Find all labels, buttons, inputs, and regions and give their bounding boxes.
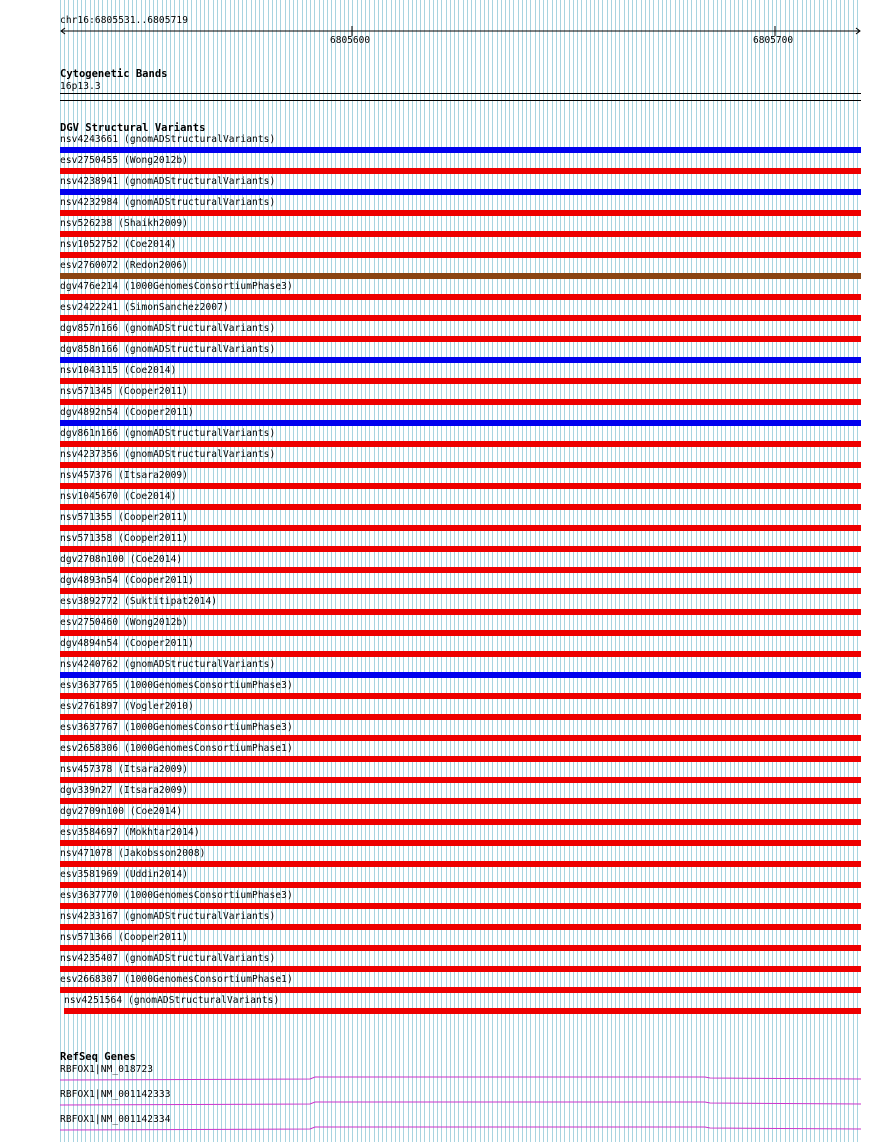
variant-label[interactable]: esv3637767 (1000GenomesConsortiumPhase3) (60, 722, 293, 733)
variant-label[interactable]: nsv4243661 (gnomADStructuralVariants) (60, 134, 276, 145)
refseq-track-title: RefSeq Genes (60, 1051, 136, 1063)
variant-label[interactable]: nsv1052752 (Coe2014) (60, 239, 177, 250)
variant-label[interactable]: dgv2709n100 (Coe2014) (60, 806, 183, 817)
variant-feature-bar[interactable] (60, 336, 861, 342)
variant-feature-bar[interactable] (60, 987, 861, 993)
variant-label[interactable]: nsv1045670 (Coe2014) (60, 491, 177, 502)
variant-feature-bar[interactable] (60, 210, 861, 216)
dgv-track-title: DGV Structural Variants (60, 122, 206, 134)
variant-label[interactable]: dgv2708n100 (Coe2014) (60, 554, 183, 565)
variant-label[interactable]: dgv339n27 (Itsara2009) (60, 785, 189, 796)
variant-feature-bar[interactable] (64, 1008, 861, 1014)
variant-feature-bar[interactable] (60, 777, 861, 783)
variant-label[interactable]: dgv857n166 (gnomADStructuralVariants) (60, 323, 276, 334)
variant-label[interactable]: nsv4238941 (gnomADStructuralVariants) (60, 176, 276, 187)
variant-feature-bar[interactable] (60, 945, 861, 951)
transcript-label: RBFOX1|NM_001142333 (60, 1089, 171, 1100)
track-separator (60, 100, 861, 101)
variant-label[interactable]: nsv4240762 (gnomADStructuralVariants) (60, 659, 276, 670)
variant-feature-bar[interactable] (60, 840, 861, 846)
variant-label[interactable]: nsv457376 (Itsara2009) (60, 470, 189, 481)
variant-feature-bar[interactable] (60, 861, 861, 867)
variant-feature-bar[interactable] (60, 798, 861, 804)
variant-label[interactable]: nsv571366 (Cooper2011) (60, 932, 189, 943)
variant-label[interactable]: dgv861n166 (gnomADStructuralVariants) (60, 428, 276, 439)
variant-label[interactable]: nsv4232984 (gnomADStructuralVariants) (60, 197, 276, 208)
variant-feature-bar[interactable] (60, 588, 861, 594)
variant-label[interactable]: nsv471078 (Jakobsson2008) (60, 848, 206, 859)
variant-feature-bar[interactable] (60, 168, 861, 174)
cytoband-track-title: Cytogenetic Bands (60, 68, 168, 80)
variant-label[interactable]: nsv4235407 (gnomADStructuralVariants) (60, 953, 276, 964)
variant-label[interactable]: esv3581969 (Uddin2014) (60, 869, 189, 880)
variant-label[interactable]: esv2761897 (Vogler2010) (60, 701, 194, 712)
variant-feature-bar[interactable] (60, 924, 861, 930)
variant-label[interactable]: nsv4251564 (gnomADStructuralVariants) (64, 995, 280, 1006)
variant-feature-bar[interactable] (60, 546, 861, 552)
variant-feature-bar[interactable] (60, 525, 861, 531)
variant-feature-bar[interactable] (60, 630, 861, 636)
transcript-line (60, 1102, 861, 1105)
variant-feature-bar[interactable] (60, 273, 861, 279)
variant-feature-bar[interactable] (60, 672, 861, 678)
variant-feature-bar[interactable] (60, 903, 861, 909)
variant-feature-bar[interactable] (60, 693, 861, 699)
variant-feature-bar[interactable] (60, 378, 861, 384)
variant-feature-bar[interactable] (60, 462, 861, 468)
variant-label[interactable]: nsv1043115 (Coe2014) (60, 365, 177, 376)
variant-label[interactable]: esv2760072 (Redon2006) (60, 260, 189, 271)
variant-feature-bar[interactable] (60, 735, 861, 741)
variant-feature-bar[interactable] (60, 609, 861, 615)
variant-label[interactable]: dgv476e214 (1000GenomesConsortiumPhase3) (60, 281, 293, 292)
ruler-tick-label: 6805600 (330, 35, 371, 46)
variant-label[interactable]: nsv526238 (Shaikh2009) (60, 218, 189, 229)
variant-feature-bar[interactable] (60, 882, 861, 888)
transcript-label: RBFOX1|NM_018723 (60, 1064, 154, 1075)
variant-feature-bar[interactable] (60, 189, 861, 195)
variant-feature-bar[interactable] (60, 399, 861, 405)
variant-label[interactable]: dgv4894n54 (Cooper2011) (60, 638, 194, 649)
variant-feature-bar[interactable] (60, 756, 861, 762)
ruler-axis[interactable] (58, 24, 863, 40)
cytoband-label: 16p13.3 (60, 81, 101, 92)
transcript-label: RBFOX1|NM_001142334 (60, 1114, 171, 1125)
transcript-line (60, 1127, 861, 1130)
variant-label[interactable]: nsv571358 (Cooper2011) (60, 533, 189, 544)
variant-feature-bar[interactable] (60, 420, 861, 426)
variant-feature-bar[interactable] (60, 966, 861, 972)
variant-label[interactable]: nsv571355 (Cooper2011) (60, 512, 189, 523)
variant-label[interactable]: esv2422241 (SimonSanchez2007) (60, 302, 229, 313)
variant-label[interactable]: nsv4237356 (gnomADStructuralVariants) (60, 449, 276, 460)
variant-feature-bar[interactable] (60, 231, 861, 237)
variant-label[interactable]: nsv571345 (Cooper2011) (60, 386, 189, 397)
variant-label[interactable]: esv3637770 (1000GenomesConsortiumPhase3) (60, 890, 293, 901)
variant-feature-bar[interactable] (60, 315, 861, 321)
variant-label[interactable]: dgv4892n54 (Cooper2011) (60, 407, 194, 418)
variant-label[interactable]: nsv457378 (Itsara2009) (60, 764, 189, 775)
variant-label[interactable]: esv2668307 (1000GenomesConsortiumPhase1) (60, 974, 293, 985)
variant-feature-bar[interactable] (60, 567, 861, 573)
variant-label[interactable]: esv2658306 (1000GenomesConsortiumPhase1) (60, 743, 293, 754)
variant-label[interactable]: nsv4233167 (gnomADStructuralVariants) (60, 911, 276, 922)
variant-label[interactable]: esv3637765 (1000GenomesConsortiumPhase3) (60, 680, 293, 691)
transcript-features[interactable] (60, 1070, 861, 1140)
variant-feature-bar[interactable] (60, 357, 861, 363)
variant-label[interactable]: esv3584697 (Mokhtar2014) (60, 827, 200, 838)
variant-feature-bar[interactable] (60, 651, 861, 657)
variant-label[interactable]: esv3892772 (Suktitipat2014) (60, 596, 218, 607)
variant-feature-bar[interactable] (60, 819, 861, 825)
variant-feature-bar[interactable] (60, 252, 861, 258)
variant-feature-bar[interactable] (60, 147, 861, 153)
transcript-line (60, 1077, 861, 1080)
variant-label[interactable]: dgv858n166 (gnomADStructuralVariants) (60, 344, 276, 355)
ruler-tick-label: 6805700 (753, 35, 794, 46)
cytoband-ideogram-line[interactable] (60, 93, 861, 94)
location-label: chr16:6805531..6805719 (60, 15, 189, 26)
variant-label[interactable]: dgv4893n54 (Cooper2011) (60, 575, 194, 586)
variant-label[interactable]: esv2750460 (Wong2012b) (60, 617, 189, 628)
variant-feature-bar[interactable] (60, 714, 861, 720)
variant-feature-bar[interactable] (60, 483, 861, 489)
variant-feature-bar[interactable] (60, 441, 861, 447)
variant-feature-bar[interactable] (60, 504, 861, 510)
variant-feature-bar[interactable] (60, 294, 861, 300)
variant-label[interactable]: esv2750455 (Wong2012b) (60, 155, 189, 166)
